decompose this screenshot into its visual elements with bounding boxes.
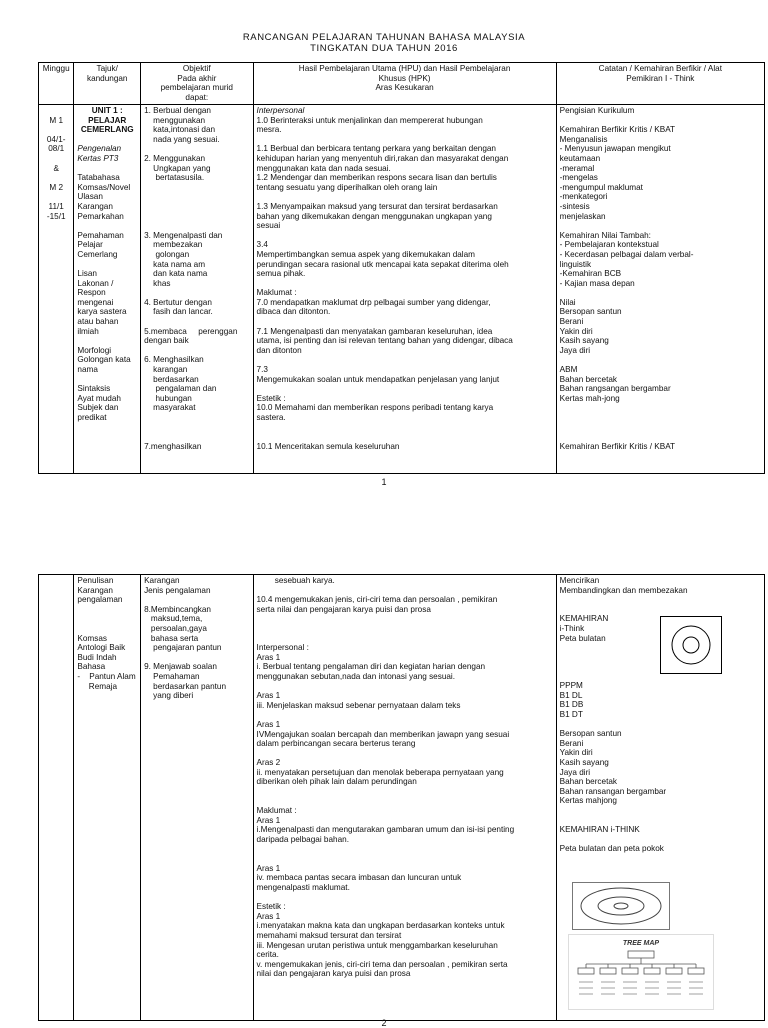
cell-line: Penulisan <box>77 576 114 585</box>
cell-line <box>560 806 761 816</box>
tree-map-label: TREE MAP <box>622 940 660 947</box>
cell-line <box>77 605 137 615</box>
cell-line: bahasa serta <box>144 633 199 643</box>
cell-line <box>144 212 249 222</box>
cell-line: kata nama am <box>144 259 206 269</box>
cell-line <box>560 413 761 423</box>
cell-line <box>77 614 137 624</box>
cell-line <box>77 260 137 270</box>
cell-line: dibaca dan ditonton. <box>256 307 331 317</box>
cell-line <box>257 845 553 855</box>
cell-line: i.Mengenalpasti dan mengutarakan gambaran umum dan isi-isi penting <box>256 825 515 835</box>
cell-line: linguistik <box>559 259 592 269</box>
cell-line <box>77 221 137 231</box>
cell-line <box>257 586 553 596</box>
cell-line <box>560 595 761 605</box>
cell-line: semua pihak. <box>256 269 306 279</box>
cell-line <box>257 682 553 692</box>
cell-line: Komsas <box>77 633 107 643</box>
cell-line: -sintesis <box>559 201 590 211</box>
cell-line <box>560 815 761 825</box>
minggu-cell-p2 <box>39 575 74 1021</box>
cell-line: Remaja <box>77 681 117 691</box>
cell-line: iii. Menjelaskan maksud sebenar pernyataan dalam teks <box>256 700 461 710</box>
cell-line: 1.2 Mendengar dan memberikan respons secara lisan dan bertulis <box>256 173 497 183</box>
cell-line: Karangan <box>77 585 113 595</box>
cell-line: Interpersonal : <box>256 643 309 653</box>
cell-line: 10.4 mengemukakan jenis, ciri-ciri tema dan persoalan , pemikiran <box>256 595 498 605</box>
header-tajuk <box>74 63 141 105</box>
cell-line: 2. Menggunakan <box>144 153 206 163</box>
cell-line: bertatasusila. <box>144 173 205 183</box>
cell-line: Jaya diri <box>559 767 591 777</box>
cell-line: Mengemukakan soalan untuk mendapatkan penjelasan yang lanjut <box>256 374 500 384</box>
cell-line: Golongan kata <box>77 355 131 365</box>
minggu-cell <box>39 105 74 474</box>
cell-line: Berani <box>559 317 584 327</box>
cell-line: Pelajar <box>77 240 103 250</box>
cell-line: Bahan ransangan bergambar <box>559 786 667 796</box>
page-number-1: 1 <box>381 477 387 487</box>
cell-line <box>144 183 249 193</box>
cell-line: Mencirikan <box>559 576 600 585</box>
cell-line: keutamaan <box>559 153 601 163</box>
cell-line: i.menyatakan makna kata dan ungkapan berdasarkan konteks untuk <box>256 921 505 931</box>
cell-line: kehidupan harian yang menyentuh diri,rakan dan masyarakat dengan <box>256 153 509 163</box>
objektif-cell <box>141 105 253 474</box>
cell-line <box>560 288 761 298</box>
cell-line: B1 DB <box>559 700 584 710</box>
cell-line <box>257 893 553 903</box>
cell-line: dapat: <box>185 92 209 102</box>
cell-line <box>560 605 761 615</box>
cell-line: Aras 1 <box>256 652 281 662</box>
cell-line: iv. membaca pantas secara imbasan dan luncuran untuk <box>256 873 462 883</box>
cell-line: Pemahaman <box>144 671 200 681</box>
cell-line: Bahasa <box>77 662 106 672</box>
cell-line: -15/1 <box>46 211 66 221</box>
cell-line: Minggu <box>42 64 70 73</box>
cell-line: nama <box>77 365 98 375</box>
cell-line: Estetik : <box>256 393 286 403</box>
cell-line: 8.Membincangkan <box>144 604 211 614</box>
cell-line <box>257 317 553 327</box>
cell-line: persoalan,gaya <box>144 623 207 633</box>
cell-line: Morfologi <box>77 345 112 355</box>
hasil-cell <box>253 105 556 474</box>
page-number-2: 2 <box>381 1018 387 1028</box>
cell-line: CEMERLANG <box>80 125 134 135</box>
cell-line: ABM <box>559 365 578 375</box>
cell-line: M 2 <box>49 182 64 192</box>
cell-line <box>42 154 70 164</box>
cell-line: Kemahiran Berfikir Kritis / KBAT <box>559 441 676 451</box>
cell-line: Yakin diri <box>559 326 593 336</box>
cell-line: 04/1- <box>46 134 66 144</box>
cell-line: dan ditonton <box>256 345 302 355</box>
cell-line: fasih dan lancar. <box>144 307 213 317</box>
cell-line <box>257 749 553 759</box>
cell-line: Pemahaman <box>77 230 124 240</box>
cell-line <box>77 135 137 145</box>
cell-line: menggunakan sebutan,nada dan intonasi yang sesuai. <box>256 671 456 681</box>
cell-line: masyarakat <box>144 403 196 413</box>
cell-line: Sintaksis <box>77 384 111 394</box>
cell-line <box>144 413 249 423</box>
cell-line: dengan baik <box>144 336 189 346</box>
cell-line: Maklumat : <box>256 288 297 298</box>
tajuk-cell <box>74 105 141 474</box>
cell-line: 9. Menjawab soalan <box>144 662 217 672</box>
cell-line <box>144 221 249 231</box>
cell-line <box>77 375 137 385</box>
cell-line <box>560 423 761 433</box>
cell-line: Khusus (HPK) <box>378 73 431 83</box>
cell-line <box>560 403 761 413</box>
cell-line <box>42 173 70 183</box>
plan-table-page1 <box>38 62 765 474</box>
cell-line: memahami maksud tersurat dan tersirat <box>256 930 402 940</box>
hasil-cell-p2 <box>253 575 556 1021</box>
cell-line: -mengelas <box>559 173 598 183</box>
cell-line <box>257 797 553 807</box>
cell-line: Bahan bercetak <box>559 374 617 384</box>
cell-line: Catatan / Kemahiran Berfikir / Alat <box>598 64 722 73</box>
cell-line <box>257 279 553 289</box>
header-minggu <box>39 63 74 105</box>
cell-line <box>144 317 249 327</box>
cell-line <box>42 125 70 135</box>
cell-line: Pengenalan <box>77 144 122 154</box>
cell-line: - Pembelajaran kontekstual <box>559 240 659 250</box>
cell-line: ilmiah <box>77 326 99 336</box>
cell-line: 3.4 <box>256 240 268 250</box>
cell-line <box>257 384 553 394</box>
cell-line: Objektif <box>182 64 211 73</box>
cell-line: B1 DT <box>559 709 583 719</box>
cell-line: perundingan secara rasional utk mencapai kata sepakat diterima oleh <box>256 259 509 269</box>
cell-line: 7.menghasilkan <box>144 441 202 451</box>
cell-line <box>144 288 249 298</box>
cell-line: IVMengajukan soalan bercapah dan memberikan jawapn yang sesuai <box>256 729 510 739</box>
cell-line: 1. Berbual dengan <box>144 106 211 115</box>
cell-line: utama, isi penting dan isi relevan tentang bahan yang didengar, dibaca <box>256 336 513 346</box>
cell-line: khas <box>144 278 171 288</box>
circle-map-diagram <box>660 616 722 674</box>
cell-line <box>144 202 249 212</box>
cell-line: 4. Bertutur dengan <box>144 297 212 307</box>
cell-line: Kertas mahjong <box>559 796 617 806</box>
cell-line: i-Think <box>559 623 585 633</box>
cell-line: Hasil Pembelajaran Utama (HPU) dan Hasil Pembelajaran <box>298 64 511 73</box>
cell-line: Aras 1 <box>256 815 281 825</box>
cell-line: iii. Mengesan urutan peristiwa untuk menggambarkan keseluruhan <box>256 940 498 950</box>
cell-line: mengenai <box>77 297 114 307</box>
cell-line: mengenalpasti maklumat. <box>256 883 350 892</box>
cell-line: 5.membaca perenggan <box>144 326 238 336</box>
cell-line: Antologi Baik <box>77 643 126 653</box>
cell-line <box>560 835 761 845</box>
cell-line: berdasarkan pantun <box>144 681 227 691</box>
cell-line: 1.3 Menyampaikan maksud yang tersurat dan tersirat berdasarkan <box>256 201 498 211</box>
cell-line: Subjek dan <box>77 403 119 413</box>
cell-line: M 1 <box>49 115 64 125</box>
cell-line: 7.3 <box>256 365 268 375</box>
cell-line: bahan yang dikemukakan dengan menggunakan ungkapan yang <box>256 211 492 221</box>
cell-line: Kemahiran Nilai Tambah: <box>559 230 651 240</box>
cell-line: Peta bulatan dan peta pokok <box>559 844 664 854</box>
cell-line <box>257 787 553 797</box>
cell-line: Maklumat : <box>256 806 297 816</box>
cell-line: berdasarkan <box>144 374 199 384</box>
cell-line: Menganalisis <box>559 134 608 144</box>
cell-line: Aras Kesukaran <box>375 83 434 93</box>
cell-line <box>42 106 70 116</box>
cell-line: pengalaman dan <box>144 384 217 394</box>
cell-line: Kertas PT3 <box>77 153 119 163</box>
cell-line: Bersopan santun <box>559 729 622 739</box>
cell-line: i. Berbual tentang pengalaman diri dan kegiatan harian dengan <box>256 662 486 672</box>
header-row <box>39 63 765 105</box>
cell-line: Lisan <box>77 269 97 279</box>
cell-line <box>560 720 761 730</box>
cell-line <box>257 355 553 365</box>
cell-line: hubungan <box>144 393 192 403</box>
header-hasil <box>253 63 556 105</box>
cell-line <box>257 423 553 433</box>
cell-line: Yakin diri <box>559 748 593 758</box>
cell-line: pengalaman <box>77 595 123 605</box>
cell-line: Pemarkahan <box>77 211 124 221</box>
cell-line: & <box>53 163 59 173</box>
cell-line: - Kecerdasan pelbagai dalam verbal- <box>559 249 694 259</box>
cell-line: B1 DL <box>559 690 583 700</box>
cell-line: Ulasan <box>77 192 103 202</box>
cell-line: Kasih sayang <box>559 757 609 767</box>
cell-line: maksud,tema, <box>144 614 203 624</box>
cell-line: dalam perbincangan secara berterus terang <box>256 739 416 749</box>
cell-line <box>42 192 70 202</box>
cell-line <box>257 624 553 634</box>
cell-line: predikat <box>77 413 107 422</box>
document-title-line2: TINGKATAN DUA TAHUN 2016 <box>310 43 458 54</box>
cell-line <box>144 595 249 605</box>
cell-line: Kertas mah-jong <box>559 393 620 403</box>
cell-line <box>257 634 553 644</box>
cell-line: UNIT 1 : <box>91 106 123 115</box>
header-objektif <box>141 63 253 105</box>
cell-line: kata,intonasi dan <box>144 125 216 135</box>
cell-line: Budi Indah <box>77 652 117 662</box>
cell-line <box>77 164 137 174</box>
cell-line: Karangan <box>77 201 113 211</box>
cell-line: serta nilai dan pengajaran karya puisi dan prosa <box>256 604 431 614</box>
cell-line: Pengisian Kurikulum <box>559 106 635 115</box>
cell-line: 1.0 Berinteraksi untuk menjalinkan dan mempererat hubungan <box>256 115 483 125</box>
cell-line: Kemahiran Berfikir Kritis / KBAT <box>559 125 676 135</box>
catatan-mid-p2 <box>560 681 761 854</box>
cell-line: -mengumpul maklumat <box>559 182 643 192</box>
cell-line: karya sastera <box>77 307 127 317</box>
cell-line <box>257 135 553 145</box>
cell-line: karangan <box>144 365 188 375</box>
cell-line <box>560 432 761 442</box>
header-catatan <box>556 63 764 105</box>
cell-line: -menkategori <box>559 192 608 202</box>
cell-line: daripada pelbagai bahan. <box>256 835 349 845</box>
cell-line: Peta bulatan <box>559 633 606 643</box>
cell-line <box>560 355 761 365</box>
cell-line: 7.1 Mengenalpasti dan menyatakan gambaran keseluruhan, idea <box>256 326 493 336</box>
cell-line: cerita. <box>256 950 279 960</box>
cell-line: -meramal <box>559 163 595 173</box>
tajuk-cell-p2 <box>74 575 141 1021</box>
cell-line: 10.0 Memahami dan memberikan respons peribadi tentang karya <box>256 403 494 413</box>
cell-line: Tajuk/ <box>96 64 118 73</box>
cell-line: nada yang sesuai. <box>144 134 220 144</box>
cell-line: KEMAHIRAN i-THINK <box>559 825 640 835</box>
cell-line <box>560 221 761 231</box>
cell-line: mesra. <box>256 125 282 135</box>
cell-line: v. mengemukakan jenis, ciri-ciri tema dan persoalan , pemikiran serta <box>256 959 508 969</box>
cell-line: Bahan rangsangan bergambar <box>559 384 671 394</box>
cell-line: membezakan <box>144 240 203 250</box>
cell-line: Jenis pengalaman <box>144 585 211 595</box>
cell-line: - Menyusun jawapan mengikut <box>559 144 671 154</box>
cell-line <box>77 624 137 634</box>
cell-line: Ayat mudah <box>77 393 121 403</box>
cell-line: Aras 2 <box>256 758 281 768</box>
cell-line: 3. Mengenalpasti dan <box>144 230 223 240</box>
cell-line: Tatabahasa <box>77 173 120 183</box>
cell-line: 6. Menghasilkan <box>144 355 204 365</box>
cell-line: 11/1 <box>48 201 64 211</box>
cell-line <box>144 432 249 442</box>
cell-line: PELAJAR <box>88 115 127 125</box>
cell-line: menggunakan <box>144 115 206 125</box>
cell-line: Bahan bercetak <box>559 777 617 787</box>
cell-line: Interpersonal <box>256 106 305 115</box>
cell-line: diberikan oleh pihak lain dalam perundingan <box>256 777 417 787</box>
cell-line: 10.1 Menceritakan semula keseluruhan <box>256 441 400 451</box>
cell-line: Respon <box>77 288 106 298</box>
cell-line: nilai dan pengajaran karya puisi dan prosa <box>256 969 411 979</box>
cell-line: dan kata nama <box>144 269 208 279</box>
cell-line <box>257 854 553 864</box>
cell-line: Jaya diri <box>559 345 591 355</box>
cell-line: Aras 1 <box>256 719 281 729</box>
cell-line: Pada akhir <box>177 73 217 83</box>
circle-map-oval-diagram <box>572 882 670 930</box>
document-title-line1: RANCANGAN PELAJARAN TAHUNAN BAHASA MALAYSIA <box>242 32 526 43</box>
cell-line: kandungan <box>86 73 128 83</box>
cell-line <box>257 231 553 241</box>
cell-line: Nilai <box>559 297 576 307</box>
cell-line <box>77 336 137 346</box>
cell-line: Aras 1 <box>256 863 281 873</box>
cell-line: KEMAHIRAN <box>559 614 609 624</box>
cell-line <box>257 432 553 442</box>
cell-line: yang diberi <box>144 691 194 701</box>
cell-line: golongan <box>144 249 190 259</box>
cell-line: pembelajaran murid <box>160 83 233 93</box>
cell-line: Aras 1 <box>256 911 281 921</box>
cell-line: Kasih sayang <box>559 336 609 346</box>
cell-line: Ungkapan yang <box>144 163 211 173</box>
cell-line: -Kemahiran BCB <box>559 269 622 279</box>
cell-line: 7.0 mendapatkan maklumat drp pelbagai sumber yang didengar, <box>256 297 491 307</box>
cell-line <box>257 614 553 624</box>
cell-line: Komsas/Novel <box>77 182 131 192</box>
cell-line: Karangan <box>144 576 180 585</box>
objektif-cell-p2 <box>141 575 253 1021</box>
cell-line: menjelaskan <box>559 211 606 221</box>
cell-line <box>560 116 761 126</box>
cell-line: Lakonan / <box>77 278 114 288</box>
cell-line: Estetik : <box>256 902 286 912</box>
cell-line: PPPM <box>559 681 583 691</box>
cell-line <box>144 423 249 433</box>
tree-map-diagram <box>568 934 714 1010</box>
cell-line <box>144 346 249 356</box>
cell-line: 1.1 Berbual dan berbicara tentang perkara yang berkaitan dengan <box>256 144 496 154</box>
cell-line <box>144 192 249 202</box>
cell-line: ii. menyatakan persetujuan dan menolak beberapa pernyataan yang <box>256 767 504 777</box>
cell-line: - Pantun Alam <box>77 671 136 681</box>
cell-line: sastera. <box>256 413 286 422</box>
cell-line: Berani <box>559 738 584 748</box>
cell-line: 08/1 <box>48 144 65 154</box>
cell-line: menggunakan kata dan nada sesuai. <box>256 163 391 173</box>
cell-line: sesebuah karya. <box>256 576 335 585</box>
week-row-m1-m2 <box>39 105 765 474</box>
cell-line <box>144 144 249 154</box>
cell-line <box>257 710 553 720</box>
cell-line: Membandingkan dan membezakan <box>559 585 688 595</box>
cell-line: pengajaran pantun <box>144 643 222 653</box>
cell-line: - Kajian masa depan <box>559 278 635 288</box>
cell-line <box>144 653 249 663</box>
cell-line: Pemikiran I - Think <box>626 73 695 83</box>
catatan-cell <box>556 105 764 474</box>
cell-line: Cemerlang <box>77 249 118 259</box>
cell-line: Bersopan santun <box>559 307 622 317</box>
cell-line <box>257 192 553 202</box>
cell-line: tentang sesuatu yang diperihalkan oleh orang lain <box>256 182 438 192</box>
cell-line: atau bahan <box>77 317 119 327</box>
cell-line: sesuai <box>256 221 281 231</box>
cell-line: Aras 1 <box>256 691 281 701</box>
cell-line: Mempertimbangkan semua aspek yang dikemukakan dalam <box>256 249 475 259</box>
